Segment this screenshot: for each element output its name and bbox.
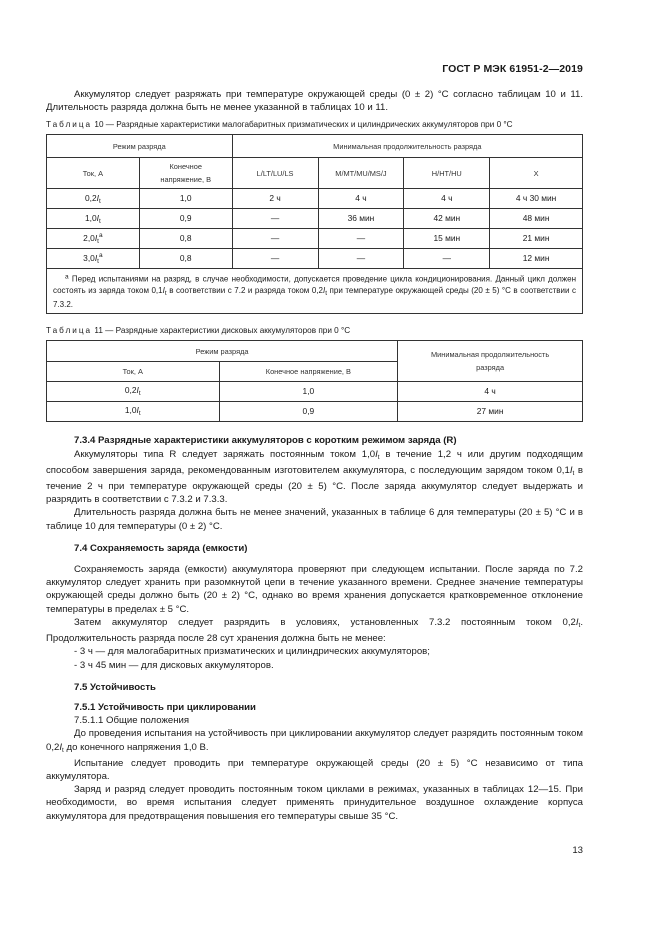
table10-cell-current [47,229,140,249]
intro-paragraph: Аккумулятор следует разряжать при температуре окружающей среды (0 ± 2) °С согласно таблицам 10 и 11. Длительность разряда должна быть не менее указанной в таблицах 10 и 11. [46,89,583,114]
current-sub: t [164,289,167,297]
section-7-4-bullet-1: - 3 ч — для малогабаритных призматических и цилиндрических аккумуляторов; [74,646,430,658]
table10-cell-h: 42 мин [404,209,490,229]
section-7-3-4-para-2: Длительность разряда должна быть не менее значений, указанных в таблице 6 для температуры (20 ± 5) °С и в таблице 10 для температуры (0 ± 2) °С. [46,507,583,532]
table11-cell-min: 27 мин [398,402,583,422]
table11-body [47,382,583,422]
current-symbol: I [94,253,98,264]
current-symbol: I [375,448,378,460]
text-fragment: до конечного напряжения 1,0 В. [63,741,209,753]
current-sub: t [62,746,64,754]
table10-cell-m: 4 ч [318,189,404,209]
current-sub: t [97,238,99,246]
table11-caption [46,325,583,336]
table10-caption-num: 10 [94,120,104,130]
table11-caption-label: Таблица [46,326,93,336]
table11-caption-text: — Разрядные характеристики дисковых аккумуляторов при 0 °С [105,326,351,336]
table10-body [47,189,583,269]
section-7-5-1-1-title: 7.5.1.1 Общие положения [74,715,190,727]
current-symbol: I [96,213,99,224]
table10-cell-current [47,209,140,229]
table-row [47,382,583,402]
current-value: 2,0 [83,233,95,244]
current-sub: t [325,289,328,297]
table-row [47,229,583,249]
section-7-3-4-para-1 [46,448,583,507]
section-7-4-bullet-2: - 3 ч 45 мин — для дисковых аккумуляторов. [74,659,274,671]
section-7-5-1-title: 7.5.1 Устойчивость при циклировании [74,701,256,713]
current-value: 0,2 [124,384,137,395]
table11-cell-voltage: 1,0 [219,382,398,402]
footnote-part-2: в соответствии с 7.2 и разряда током 0,2 [166,285,323,295]
table10-cell-m: — [318,229,404,249]
section-7-4-title: 7.4 Сохраняемость заряда (емкости) [74,542,248,554]
page-number: 13 [572,845,583,856]
section-7-4-para-2 [46,616,583,645]
current-sub: t [138,389,141,397]
table10-cell-voltage: 0,8 [139,229,232,249]
table11-cell-min: 4 ч [398,382,583,402]
table10-cell-l: — [232,229,318,249]
table11-cell-voltage: 0,9 [219,402,398,422]
current-sub: t [98,218,101,226]
table10-col-l: L/LT/LU/LS [232,158,318,189]
current-value: 3,0 [83,253,95,264]
current-sub: t [572,469,575,477]
table10-cell-m: — [318,249,404,269]
page-content [46,88,583,823]
current-sub: t [578,621,581,629]
text-fragment: в течение 1,2 ч или другим подходящим способом завершения заряда, рекомендованным изготовителем аккумулятора, с последующим зарядом током 0,1 [46,448,583,476]
table10-group-mode: Режим разряда [47,135,233,158]
document-id: ГОСТ Р МЭК 61951-2—2019 [442,63,583,75]
table10-caption-label: Таблица [46,120,93,130]
table10-cell-l: 2 ч [232,189,318,209]
current-sub: t [138,409,141,417]
table10-cell-l: — [232,249,318,269]
footnote-ref: a [98,252,103,260]
table11-col-voltage: Конечное напряжение, В [219,362,398,382]
current-symbol: I [96,193,99,204]
table11-group-min: Минимальная продолжительность разряда [398,341,583,382]
text-fragment: До проведения испытания на устойчивость при циклировании аккумулятор следует разрядить постоянным током 0,2 [46,728,583,753]
table-row [47,402,583,422]
text-fragment: в течение 2 ч при температуре окружающей среды (20 ± 5) °С. После заряда аккумулятор следует выдержать и разрядить в соответствии с 7.3.2 и 7.3.3. [46,464,584,506]
current-symbol: I [94,233,98,244]
table10-col-h: H/HT/HU [404,158,490,189]
table10-cell-voltage: 1,0 [139,189,232,209]
table10-cell-h: 15 мин [404,229,490,249]
footnote-part-1: Перед испытаниями на разряд, в случае необходимости, допускается проведение цикла кондиционирования. Данный цикл должен состоять из заряда током 0,1 [53,275,576,295]
current-symbol: I [136,384,139,395]
table11-cell-current [47,382,220,402]
text-fragment: Аккумуляторы типа R следует заряжать постоянным током 1,0 [74,448,376,460]
table10-cell-voltage: 0,8 [139,249,232,269]
table10-col-x: X [490,158,583,189]
table10-cell-current [47,189,140,209]
section-7-5-1-para-3: Заряд и разряд следует проводить постоянным током циклами в режимах, указанных в таблицах 12—15. При необходимости, во время испытания следует применять принудительное воздушное охлаждение корпуса аккумулятора для предотвращения повышения его температуры свыше 35 °С. [46,784,583,822]
table10-col-m: M/MT/MU/MS/J [318,158,404,189]
table-row [47,209,583,229]
current-value: 1,0 [124,404,137,415]
text-fragment: Затем аккумулятор следует разрядить в условиях, установленных 7.3.2 постоянным током 0,2 [74,616,576,628]
table10-col-current: Ток, А [47,158,140,189]
current-symbol: I [569,464,573,476]
table10-col-voltage: Конечное напряжение, В [139,158,232,189]
table11-caption-num: 11 [94,326,103,336]
footnote-part-3: при температуре окружающей среды (20 ± 5) °С в соответствии с 7.3.2. [53,285,576,309]
current-sub: t [97,258,99,266]
table10-cell-x: 4 ч 30 мин [490,189,583,209]
table10-caption [46,119,583,130]
table-row [47,249,583,269]
section-7-5-1-para-1 [46,727,583,756]
table10-cell-x: 21 мин [490,229,583,249]
table11-cell-current [47,402,220,422]
table11-col-current: Ток, А [47,362,220,382]
table10-cell-m: 36 мин [318,209,404,229]
current-symbol: I [59,741,63,753]
footnote-mark: a [65,273,69,281]
current-value: 0,2 [84,193,97,204]
current-sub: t [377,453,380,461]
table11-group-mode: Режим разряда [47,341,398,362]
current-symbol: I [575,616,579,628]
text-fragment: . Продолжительность разряда после 28 сут хранения должна быть не менее: [46,616,583,645]
section-7-5-1-para-2: Испытание следует проводить при температуре окружающей среды (20 ± 5) °С независимо от типа аккумулятора. [46,757,583,782]
table10-cell-x: 12 мин [490,249,583,269]
current-symbol: I [162,285,165,295]
table10-footnote [47,269,583,314]
table10-cell-x: 48 мин [490,209,583,229]
current-symbol: I [136,404,139,415]
table10-cell-current [47,249,140,269]
section-7-5-title: 7.5 Устойчивость [74,681,156,693]
section-7-4-para-1: Сохраняемость заряда (емкости) аккумулятора проверяют при следующем испытании. После заряда по 7.2 аккумулятор следует хранить при разомкнутой цепи в течение указанного времени. Среднее значение температуры окружающей среды должно быть (20 ± 2) °С, однако во время хранения допускается кратковременное отклонение температуры в пределах ± 5 °С. [46,564,583,615]
section-7-3-4-title: 7.3.4 Разрядные характеристики аккумуляторов с коротким режимом заряда (R) [74,435,457,447]
table11 [46,340,583,422]
footnote-ref: a [98,232,103,240]
table10-group-min: Минимальная продолжительность разряда [232,135,582,158]
current-symbol: I [322,285,326,295]
table10-cell-h: — [404,249,490,269]
table10-cell-voltage: 0,9 [139,209,232,229]
current-value: 1,0 [84,213,97,224]
current-sub: t [98,198,101,206]
table10 [46,134,583,314]
table-row [47,189,583,209]
table10-cell-l: — [232,209,318,229]
table10-cell-h: 4 ч [404,189,490,209]
table10-caption-text: — Разрядные характеристики малогабаритных призматических и цилиндрических аккумуляторов при 0 °С [105,120,513,130]
